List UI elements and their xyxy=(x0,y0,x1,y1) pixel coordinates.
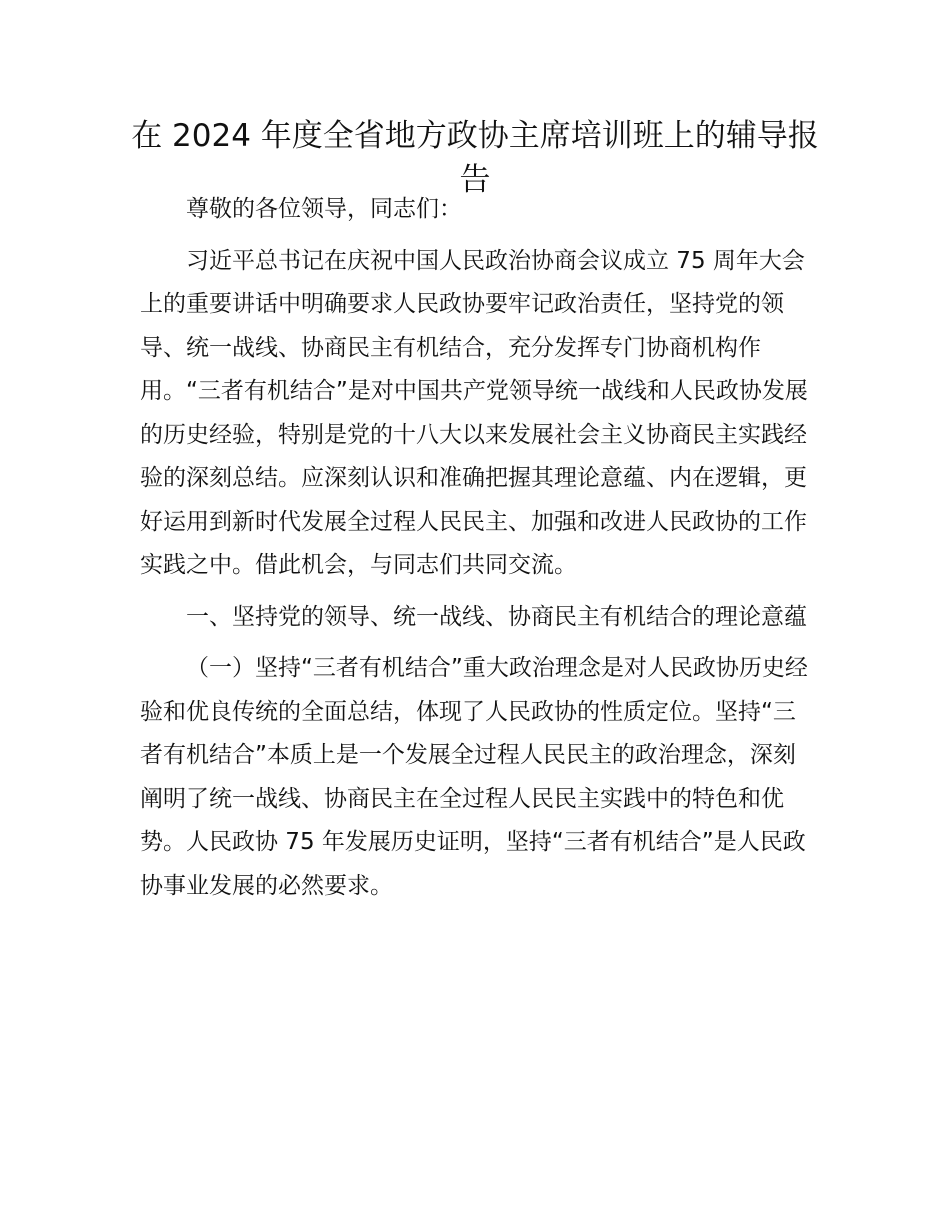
document-body xyxy=(140,188,812,916)
section-heading: 一、坚持党的领导、统一战线、协商民主有机结合的理论意蕴 xyxy=(186,603,807,630)
subsection-paragraph: （一）坚持“三者有机结合”重大政治理念是对人民政协历史经验和优良传统的全面总结，体现了人民政协的性质定位。坚持“三者有机结合”本质上是一个发展全过程人民民主的政治理念，深刻阐明了统一战线、协商民主在全过程人民民主实践中的特色和优势。人民政协 75 年发展历史证明，坚持“三者有机结合”是人民政协事业发展的必然要求。 xyxy=(140,655,808,899)
document-title: 在 2024 年度全省地方政协主席培训班上的辅导报告 xyxy=(131,118,819,198)
salutation: 尊敬的各位领导，同志们： xyxy=(186,196,462,222)
intro-paragraph: 习近平总书记在庆祝中国人民政治协商会议成立 75 周年大会上的重要讲话中明确要求人民政协要牢记政治责任，坚持党的领导、统一战线、协商民主有机结合，充分发挥专门协商机构作用。“三者有机结合”是对中国共产党领导统一战线和人民政协发展的历史经验，特别是党的十八大以来发展社会主义协商民主实践经验的深刻总结。应深刻认识和准确把握其理论意蕴、内在逻辑，更好运用到新时代发展全过程人民民主、加强和改进人民政协的工作实践之中。借此机会，与同志们共同交流。 xyxy=(140,247,808,578)
